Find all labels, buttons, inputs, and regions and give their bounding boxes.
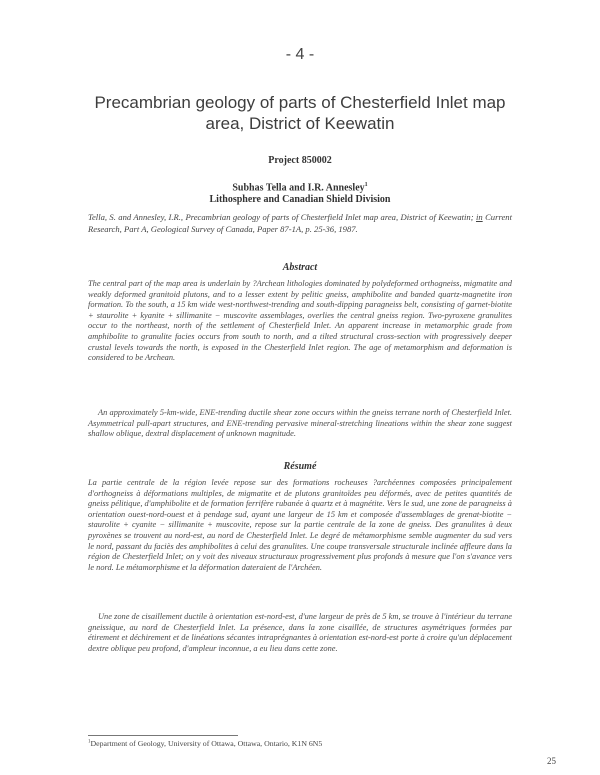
abstract-heading: Abstract	[282, 262, 318, 273]
resume-paragraph-2: Une zone de cisaillement ductile à orientation est-nord-est, d'une largeur de près de 5 km, se trouve à l'intérieur du terrane gneissique, au nord de Chesterfield Inlet. La présence, dans la zone cisaillée, de structures asymétriques formées par étirement et déchirement et de linéations sécantes intraprégnantes à orientation est-nord-est porte à croire qu'un déplacement dextre oblique peu profond, d'ampleur inconnue, a eu lieu dans cette zone.	[88, 612, 512, 653]
abstract-paragraph-2: An approximately 5-km-wide, ENE-trending ductile shear zone occurs within the gneiss terrane north of Chesterfield Inlet. Asymmetrical pull-apart structures, and ENE-trending pervasive mineral-stretching lineations within the shear zone suggest shallow oblique, dextral displacement of unknown magnitude.	[88, 408, 512, 439]
project-number: Project 850002	[268, 155, 332, 166]
citation	[88, 212, 512, 235]
footnote-mark: 1	[88, 739, 91, 745]
page-number: - 4 -	[285, 46, 315, 63]
footnote-text: Department of Geology, University of Ottawa, Ottawa, Ontario, K1N 6N5	[90, 739, 323, 748]
resume-heading: Résumé	[283, 461, 317, 472]
resume-paragraph-1: La partie centrale de la région levée repose sur des formations rocheuses ?archéennes composées principalement d'orthogneiss à déformations multiples, de migmatite et de plutons granitoïdes peu déformés, avec de petites quantités de gneiss pélitique, d'amphibolite et de formation ferrifère rubanée à quartz et à magnétite. Vers le sud, une zone de paragneiss à orientation ouest-nord-ouest et à pendage sud, ayant une largeur de 15 km et composée d'assemblages de grenat-biotite − staurolite + cyanite − sillimanite + muscovite, repose sur la partie centrale de la zone de gneiss. Des granulites à deux pyroxènes se trouvent au nord-est, au nord de Chesterfield Inlet. Le degré de métamorphisme semble augmenter du sud vers le nord, passant du faciès des amphibolites à celui des granulites. Une coupe transversale structurale inclinée affleure dans la région de Chesterfield Inlet; on y voit des niveaux structuraux progressivement plus profonds à mesure que l'on s'avance vers le nord. Le métamorphisme et la déformation dateraient de l'Archéen.	[88, 478, 512, 572]
author-affiliation: Lithosphere and Canadian Shield Division	[209, 194, 391, 206]
citation-in: in	[475, 212, 483, 222]
abstract-paragraph-1: The central part of the map area is underlain by ?Archean lithologies dominated by polydeformed orthogneiss, migmatite and weakly deformed granitoid plutons, and to a lesser extent by pelitic gneiss, amphibolite and banded quartz-magnetite iron formation. To the south, a 15 km wide west-northwest-trending and south-dipping paragneiss belt, consisting of garnet-biotite + staurolite + kyanite + sillimanite − muscovite assemblages, overlies the central gneiss region. Two-pyroxene granulites occur to the northeast, north of the settlement of Chesterfield Inlet. An apparent increase in metamorphic grade from amphibolite to granulite facies occurs from south to north, and a tilted structural cross-section with progressively deeper crustal levels towards the north, is exposed in the Chesterfield Inlet region. The age of metamorphism and deformation is considered to be Archean.	[88, 279, 512, 363]
author-footnote-mark: 1	[364, 182, 368, 188]
citation-part2: Current Research, Part A, Geological Survey of Canada, Paper 87-1A, p. 25-36, 1987.	[88, 212, 512, 234]
author-block	[0, 179, 600, 206]
author-names: Subhas Tella and I.R. Annesley	[232, 182, 365, 194]
footnote	[88, 739, 512, 748]
author-names-line	[0, 179, 600, 194]
footnote-divider	[88, 735, 238, 736]
paper-title: Precambrian geology of parts of Chesterfield Inlet map area, District of Keewatin	[94, 93, 506, 133]
folio-page-number: 25	[547, 756, 556, 766]
citation-part1: Tella, S. and Annesley, I.R., Precambrian geology of parts of Chesterfield Inlet map area, District of Keewatin;	[88, 212, 474, 222]
